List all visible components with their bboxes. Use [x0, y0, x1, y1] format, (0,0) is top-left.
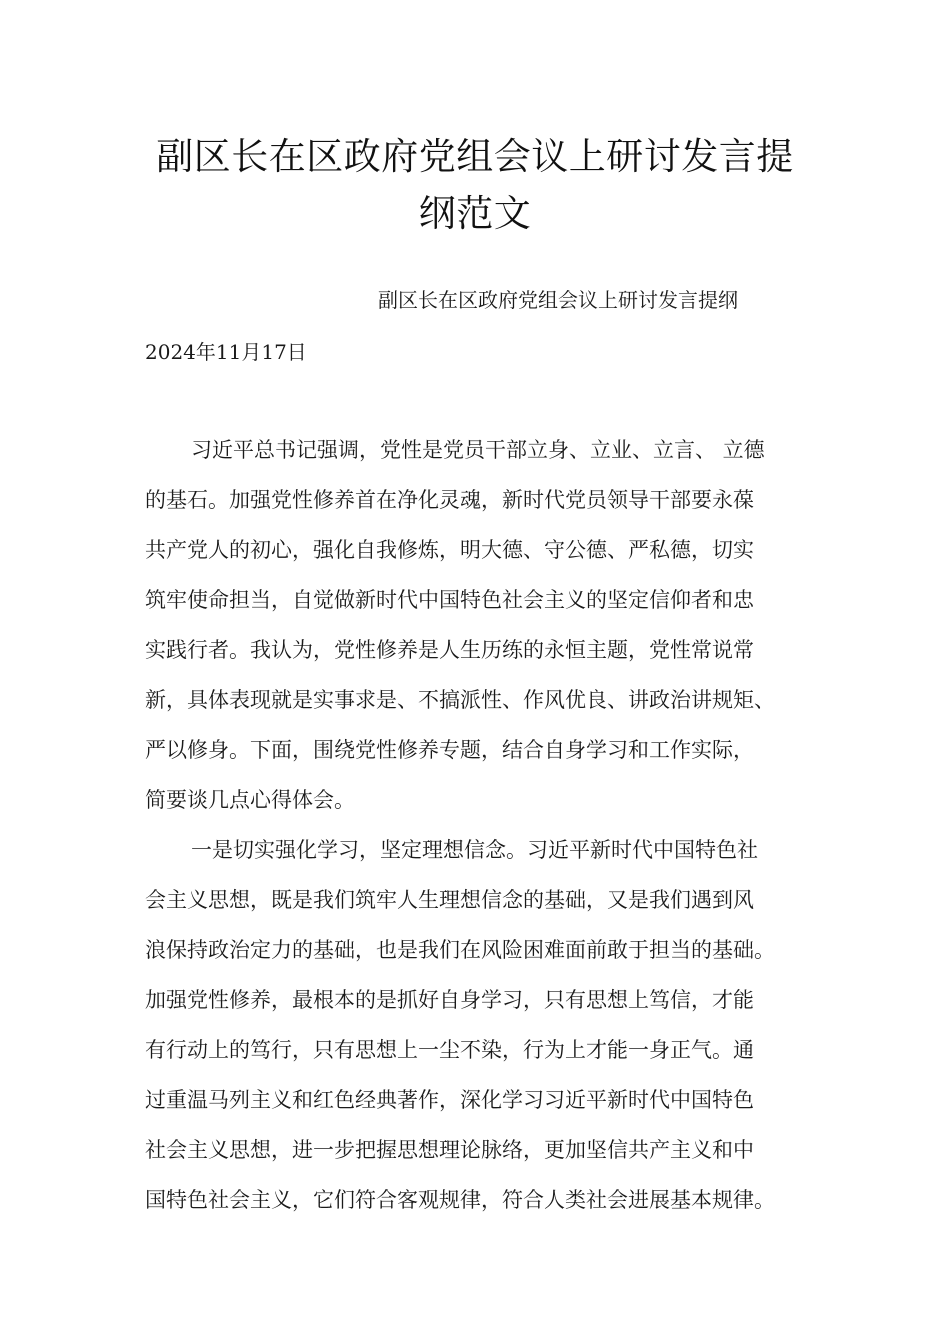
paragraph-line: 一是切实强化学习，坚定理想信念。习近平新时代中国特色社	[191, 838, 758, 862]
paragraph-line: 实践行者。我认为，党性修养是人生历练的永恒主题，党性常说常	[145, 638, 754, 662]
paragraph-line: 严以修身。下面，围绕党性修养专题，结合自身学习和工作实际，	[145, 738, 754, 762]
paragraph-line: 习近平总书记强调，党性是党员干部立身、立业、立言、 立德	[191, 438, 765, 462]
paragraph-line: 筑牢使命担当，自觉做新时代中国特色社会主义的坚定信仰者和忠	[145, 588, 754, 612]
title-line-2: 纲范文	[418, 192, 532, 235]
paragraph-line: 共产党人的初心，强化自我修炼，明大德、守公德、严私德，切实	[145, 538, 754, 562]
title-line-1: 副区长在区政府党组会议上研讨发言提	[156, 135, 794, 178]
paragraph-line: 新，具体表现就是实事求是、不搞派性、作风优良、讲政治讲规矩、	[145, 688, 775, 712]
paragraph-line: 的基石。加强党性修养首在净化灵魂，新时代党员领导干部要永葆	[145, 488, 754, 512]
paragraph-line: 过重温马列主义和红色经典著作，深化学习习近平新时代中国特色	[145, 1088, 754, 1112]
paragraph-line: 加强党性修养，最根本的是抓好自身学习，只有思想上笃信，才能	[145, 988, 754, 1012]
paragraph-2	[145, 825, 835, 1225]
paragraph-line: 浪保持政治定力的基础，也是我们在风险困难面前敢于担当的基础。	[145, 938, 775, 962]
paragraph-1	[145, 425, 835, 825]
paragraph-line: 国特色社会主义，它们符合客观规律，符合人类社会进展基本规律。	[145, 1188, 775, 1212]
paragraph-line: 会主义思想，既是我们筑牢人生理想信念的基础，又是我们遇到风	[145, 888, 754, 912]
paragraph-line: 有行动上的笃行，只有思想上一尘不染，行为上才能一身正气。通	[145, 1038, 754, 1062]
paragraph-line: 社会主义思想，进一步把握思想理论脉络，更加坚信共产主义和中	[145, 1138, 754, 1162]
document-subtitle: 副区长在区政府党组会议上研讨发言提纲	[378, 288, 738, 312]
document-date: 2024年11月17日	[145, 340, 307, 364]
paragraph-line: 简要谈几点心得体会。	[145, 788, 355, 812]
document-title	[140, 128, 810, 242]
